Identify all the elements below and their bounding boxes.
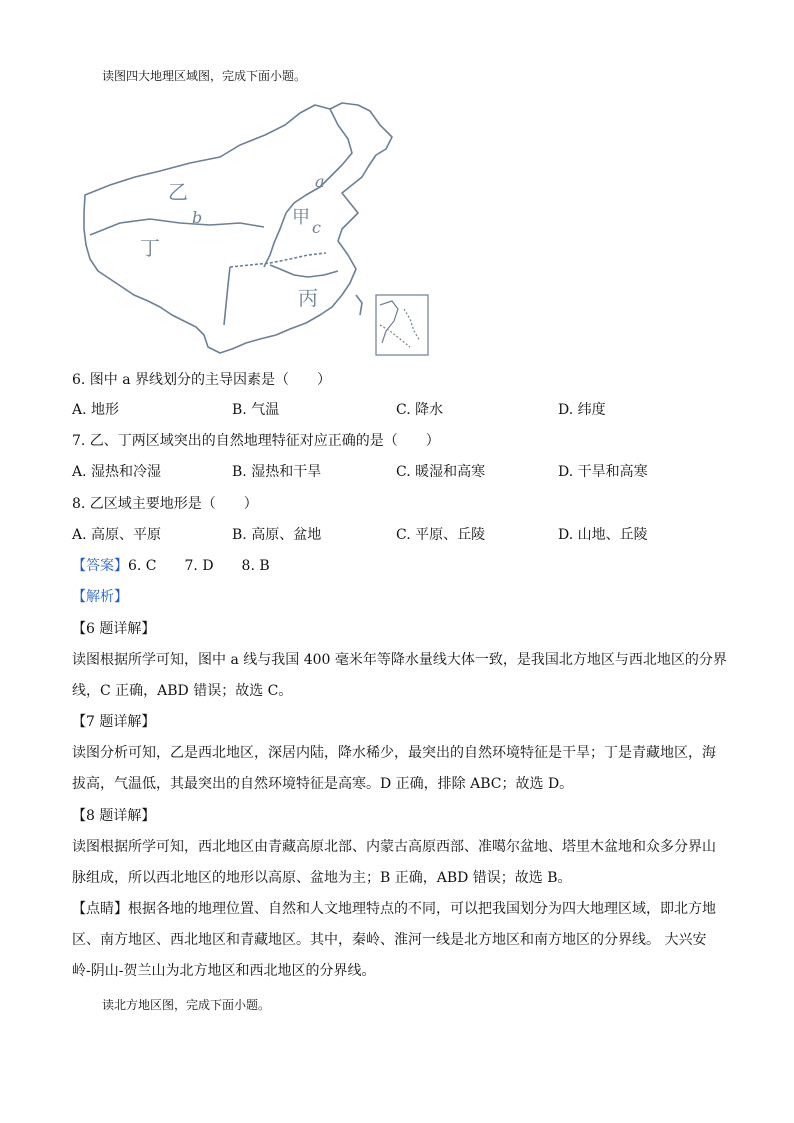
- question-8-stem: 8. 乙区域主要地形是（ ）: [72, 496, 258, 512]
- qinling-huaihe-line: [230, 253, 326, 267]
- label-jia: 甲: [292, 207, 310, 228]
- q6-option-d[interactable]: D. 纬度: [558, 402, 606, 418]
- q8-option-d[interactable]: D. 山地、丘陵: [558, 527, 648, 543]
- answer-text: 6. C 7. D 8. B: [128, 558, 270, 574]
- question-6-stem: 6. 图中 a 界线划分的主导因素是（ ）: [72, 372, 332, 388]
- q6-option-c[interactable]: C. 降水: [396, 402, 444, 418]
- q8-option-c[interactable]: C. 平原、丘陵: [396, 527, 486, 543]
- boundary-line-a: [264, 213, 286, 267]
- dianjing-line-3: 岭-阴山-贺兰山为北方地区和西北地区的分界线。: [72, 963, 376, 979]
- detail-8-line-1: 读图根据所学可知，西北地区由青藏高原北部、内蒙古高原西部、准噶尔盆地、塔里木盆地和众多分界山: [72, 839, 716, 855]
- label-bing: 丙: [298, 286, 318, 310]
- label-ding: 丁: [140, 236, 160, 260]
- boundary-line-c: [270, 265, 338, 277]
- question-7-stem: 7. 乙、丁两区域突出的自然地理特征对应正确的是（ ）: [72, 433, 440, 449]
- detail-6-line-1: 读图根据所学可知，图中 a 线与我国 400 毫米年等降水量线大体一致，是我国北方地区与西北地区的分界: [72, 652, 727, 668]
- boundary-line-b: [90, 219, 264, 235]
- q6-option-b[interactable]: B. 气温: [232, 402, 280, 418]
- label-yi: 乙: [168, 180, 188, 204]
- detail-6-line-2: 线，C 正确，ABD 错误；故选 C。: [72, 683, 293, 699]
- country-outline: [84, 103, 392, 353]
- label-a: a: [315, 172, 325, 191]
- dianjing-label: 【点睛】: [72, 901, 128, 917]
- dianjing-line-1: [72, 899, 716, 919]
- detail-6-title: 【6 题详解】: [72, 621, 156, 637]
- q7-option-d[interactable]: D. 干旱和高寒: [558, 464, 648, 480]
- q8-option-b[interactable]: B. 高原、盆地: [232, 527, 322, 543]
- label-c: c: [312, 218, 321, 237]
- detail-8-title: 【8 题详解】: [72, 808, 156, 824]
- q6-option-a[interactable]: A. 地形: [72, 402, 120, 418]
- q7-option-c[interactable]: C. 暖湿和高寒: [396, 464, 486, 480]
- label-b: b: [192, 208, 203, 227]
- detail-7-line-1: 读图分析可知，乙是西北地区，深居内陆，降水稀少，最突出的自然环境特征是干旱；丁是青藏地区，海: [72, 745, 716, 761]
- answer-label: 【答案】: [72, 558, 128, 574]
- detail-8-line-2: 脉组成，所以西北地区的地形以高原、盆地为主；B 正确，ABD 错误；故选 B。: [72, 870, 572, 886]
- south-china-sea-inset: [376, 295, 428, 355]
- analysis-label: 【解析】: [72, 589, 128, 605]
- q8-option-a[interactable]: A. 高原、平原: [72, 527, 162, 543]
- intro-text: 读图四大地理区域图，完成下面小题。: [102, 69, 307, 83]
- detail-7-title: 【7 题详解】: [72, 714, 156, 730]
- intro-text-2: 读北方地区图，完成下面小题。: [102, 998, 271, 1012]
- answer-line: [72, 556, 270, 576]
- q7-option-b[interactable]: B. 湿热和干旱: [232, 464, 322, 480]
- detail-7-line-2: 拔高，气温低，其最突出的自然环境特征是高寒。D 正确，排除 ABC；故选 D。: [72, 776, 574, 792]
- dianjing-text-1: 根据各地的地理位置、自然和人文地理特点的不同，可以把我国划分为四大地理区域，即北方地: [128, 901, 716, 917]
- china-regions-map: [80, 95, 440, 360]
- q7-option-a[interactable]: A. 湿热和冷湿: [72, 464, 162, 480]
- dianjing-line-2: 区、南方地区、西北地区和青藏地区。其中，秦岭、淮河一线是北方地区和南方地区的分界线。 大兴安: [72, 932, 707, 948]
